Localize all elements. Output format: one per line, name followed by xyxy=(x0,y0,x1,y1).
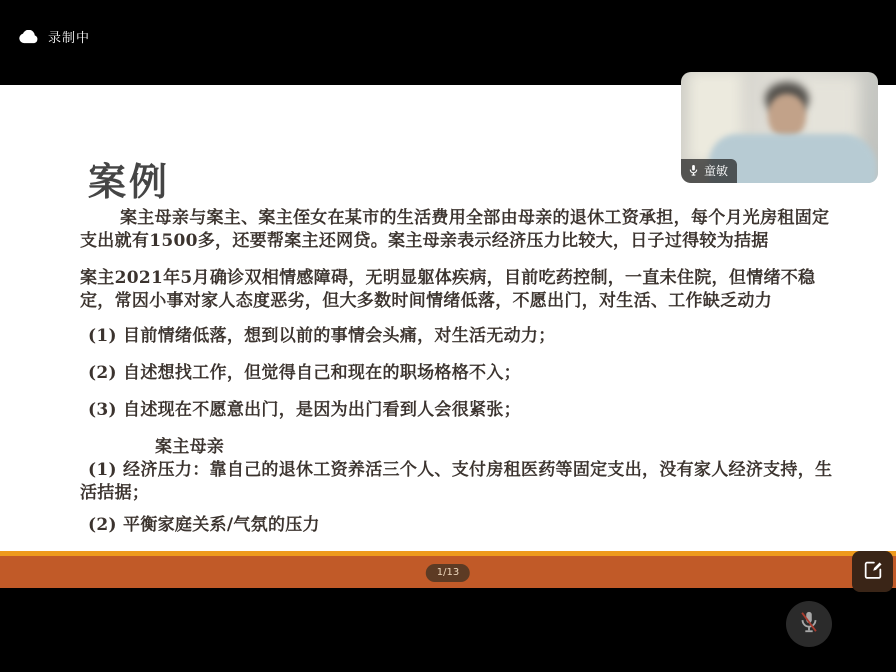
cloud-icon xyxy=(18,30,39,44)
recording-label: 录制中 xyxy=(48,31,91,46)
mic-mute-button[interactable] xyxy=(786,601,832,647)
slide-paragraph: 案主2021年5月确诊双相情感障碍，无明显躯体疾病，目前吃药控制，一直未住院，但情绪不稳定，常因小事对家人态度恶劣，但大多数时间情绪低落，不愿出门，对生活、工作缺乏动力 xyxy=(80,268,816,311)
annotate-button[interactable] xyxy=(852,551,893,592)
microphone-icon xyxy=(688,164,699,177)
slide-list-item: (1) 经济压力：靠自己的退休工资养活三个人、支付房租医药等固定支出，没有家人经济支持，生活拮据； xyxy=(80,460,833,503)
slide-paragraph: 案主母亲与案主、案主侄女在某市的生活费用全部由母亲的退休工资承担，每个月光房租固定支出就有1500多，还要帮案主还网贷。案主母亲表示经济压力比较大，日子过得较为拮据 xyxy=(80,208,830,251)
pen-annotate-icon xyxy=(862,559,884,585)
participant-name: 童敏 xyxy=(704,164,729,178)
slide-list-item: (1) 目前情绪低落，想到以前的事情会头痛，对生活无动力； xyxy=(88,326,556,346)
cloud-recording-badge[interactable] xyxy=(18,27,90,46)
slide-title: 案例 xyxy=(88,162,171,204)
participant-figure xyxy=(768,94,806,138)
slide-body xyxy=(80,207,840,537)
slide-list-item: (2) 自述想找工作，但觉得自己和现在的职场格格不入； xyxy=(88,363,521,383)
page-indicator: 1/13 xyxy=(426,564,470,582)
participant-name-badge xyxy=(681,159,737,183)
presenter-toolbar xyxy=(0,551,896,588)
microphone-muted-icon xyxy=(797,610,821,638)
participant-video-thumbnail[interactable] xyxy=(681,72,878,183)
slide-list-item: (3) 自述现在不愿意出门，是因为出门看到人会很紧张； xyxy=(88,400,521,420)
slide-list-item: (2) 平衡家庭关系/气氛的压力 xyxy=(88,515,320,535)
slide-subheading: 案主母亲 xyxy=(155,437,225,457)
